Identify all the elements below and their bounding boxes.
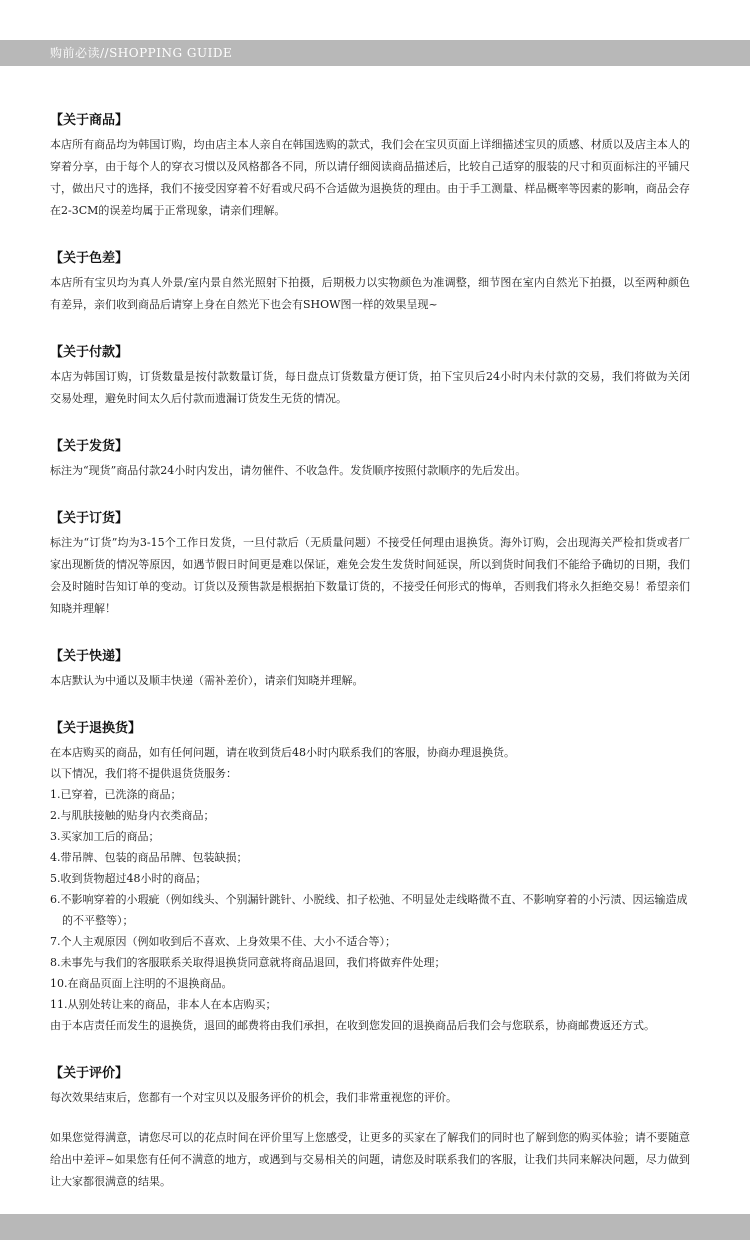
returns-item: 7.个人主观原因（例如收到后不喜欢、上身效果不佳、大小不适合等）；	[50, 935, 396, 948]
section-text-preorder: 标注为“订货”均为3-15个工作日发货，一旦付款后（无质量问题）不接受任何理由退换货。海外订购，会出现海关严检扣货或者厂家出现断货的情况等原因，如遇节假日时间更是难以保证，难免会发生发货时间延误，所以到货时间我们不能给予确切的日期，我们会及时随时告知订单的变动。订货以及预售款是根据拍下数量订货的，不接受任何形式的悔单，否则我们将永久拒绝交易！希望亲们知晓并理解！	[50, 536, 690, 615]
returns-item: 2.与肌肤接触的贴身内衣类商品；	[50, 809, 215, 822]
section-reviews	[50, 1064, 690, 1193]
shopping-guide-content	[50, 111, 690, 1220]
footer-bar	[0, 1214, 750, 1240]
section-payment	[50, 343, 690, 410]
returns-exclusions-heading: 以下情况，我们将不提供退货货服务：	[50, 767, 237, 780]
returns-item: 10.在商品页面上注明的不退换商品。	[50, 977, 233, 990]
returns-item: 8.未事先与我们的客服联系关取得退换货同意就将商品退回，我们将做弃件处理；	[50, 956, 446, 969]
section-text-payment: 本店为韩国订购，订货数量是按付款数量订货，每日盘点订货数量方便订货，拍下宝贝后24小时内未付款的交易，我们将做为关闭交易处理，避免时间太久后付款而遗漏订货发生无货的情况。	[50, 370, 690, 405]
returns-intro: 在本店购买的商品，如有任何问题，请在收到货后48小时内联系我们的客服，协商办理退换货。	[50, 746, 515, 759]
returns-item: 6.不影响穿着的小瑕疵（例如线头、个别漏针跳针、小脱线、扣子松弛、不明显处走线略微不直、不影响穿着的小污渍、因运输造成的不平整等）；	[50, 893, 688, 927]
section-color	[50, 249, 690, 316]
section-text-courier: 本店默认为中通以及顺丰快递（需补差价），请亲们知晓并理解。	[50, 674, 364, 687]
section-title-products: 【关于商品】	[50, 113, 129, 128]
section-returns	[50, 719, 690, 1037]
section-shipping	[50, 437, 690, 482]
section-products	[50, 111, 690, 222]
page-title: 购前必读//SHOPPING GUIDE	[50, 46, 233, 60]
section-text-products: 本店所有商品均为韩国订购，均由店主本人亲自在韩国选购的款式，我们会在宝贝页面上详细描述宝贝的质感、材质以及店主本人的穿着分享，由于每个人的穿衣习惯以及风格都各不同，所以请仔细阅读商品描述后，比较自己适穿的服装的尺寸和页面标注的平铺尺寸，做出尺寸的选择，我们不接受因穿着不好看或尺码不合适做为退换货的理由。由于手工测量、样品概率等因素的影响，商品会存在2-3CM的误差均属于正常现象，请亲们理解。	[50, 138, 690, 217]
returns-outro: 由于本店责任而发生的退换货，退回的邮费将由我们承担，在收到您发回的退换商品后我们会与您联系，协商邮费返还方式。	[50, 1019, 655, 1032]
section-text-shipping: 标注为“现货”商品付款24小时内发出，请勿催件、不收急件。发货顺序按照付款顺序的先后发出。	[50, 464, 527, 477]
returns-item: 4.带吊牌、包装的商品吊牌、包装缺损；	[50, 851, 248, 864]
section-title-payment: 【关于付款】	[50, 345, 129, 360]
section-title-preorder: 【关于订货】	[50, 511, 129, 526]
returns-item: 3.买家加工后的商品；	[50, 830, 160, 843]
section-text-color: 本店所有宝贝均为真人外景/室内景自然光照射下拍摄，后期极力以实物颜色为准调整，细节图在室内自然光下拍摄，以至两种颜色有差异，亲们收到商品后请穿上身在自然光下也会有SHOW图一样的效果呈现~	[50, 276, 690, 311]
section-text-reviews-1: 每次效果结束后，您都有一个对宝贝以及服务评价的机会，我们非常重视您的评价。	[50, 1091, 457, 1104]
section-title-shipping: 【关于发货】	[50, 439, 129, 454]
paragraph-gap	[50, 1109, 690, 1127]
section-title-courier: 【关于快递】	[50, 649, 129, 664]
section-title-color: 【关于色差】	[50, 251, 129, 266]
section-title-reviews: 【关于评价】	[50, 1066, 129, 1081]
returns-item: 1.已穿着，已洗涤的商品；	[50, 788, 182, 801]
section-title-returns: 【关于退换货】	[50, 721, 142, 736]
section-preorder	[50, 509, 690, 620]
header-bar	[0, 40, 750, 66]
section-text-reviews-2: 如果您觉得满意，请您尽可以的花点时间在评价里写上您感受，让更多的买家在了解我们的同时也了解到您的购买体验；请不要随意给出中差评~如果您有任何不满意的地方，或遇到与交易相关的问题，请您及时联系我们的客服，让我们共同来解决问题，尽力做到让大家都很满意的结果。	[50, 1131, 690, 1188]
section-courier	[50, 647, 690, 692]
returns-item: 5.收到货物超过48小时的商品；	[50, 872, 207, 885]
returns-item: 11.从别处转让来的商品，非本人在本店购买；	[50, 998, 277, 1011]
